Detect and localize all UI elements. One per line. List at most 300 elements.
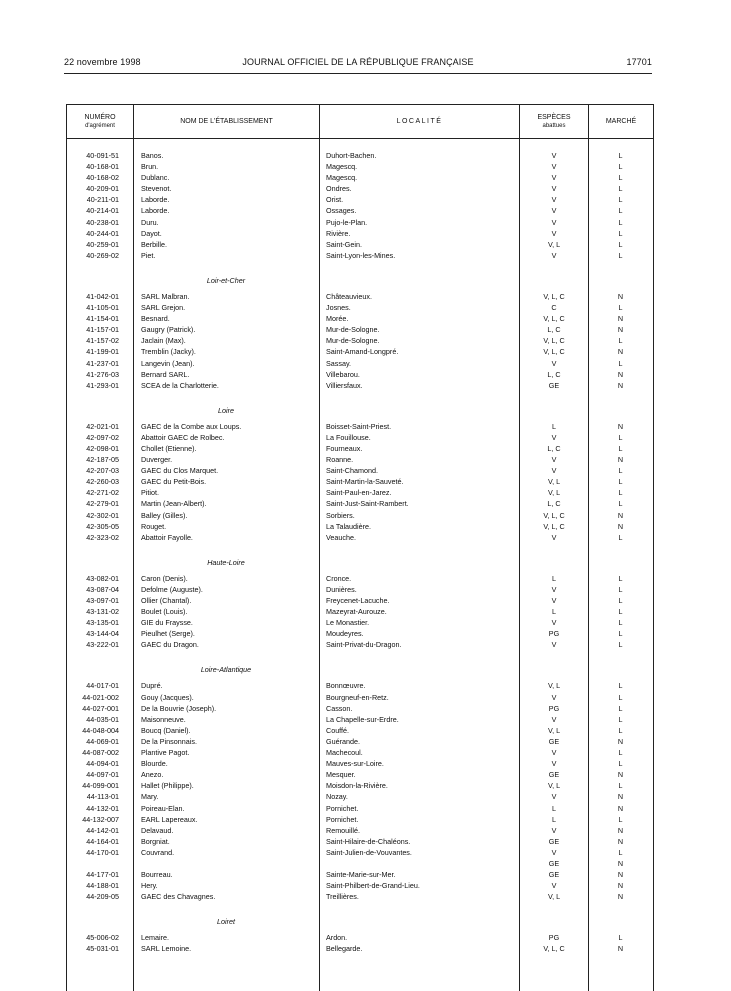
agrement-number: 44-097-01 (86, 770, 119, 780)
species: V (551, 748, 557, 758)
market: L (618, 336, 623, 346)
market: N (617, 792, 624, 802)
agrement-number: 40-168-01 (86, 162, 119, 172)
species: GE (548, 870, 560, 880)
market: L (618, 466, 623, 476)
header-marche-label: MARCHÉ (605, 117, 637, 125)
establishment-name: Hery. (141, 881, 158, 891)
agrement-number: 44-027-001 (82, 703, 119, 713)
agrement-number: 43-222-01 (86, 640, 119, 650)
species: V, L (547, 239, 561, 249)
establishment-name: Dublanc. (141, 173, 170, 183)
establishment-name: Dupré. (141, 681, 163, 691)
establishment-name: SCEA de la Charlotterie. (141, 380, 219, 390)
agrement-number: 44-021-002 (82, 692, 119, 702)
table-row (67, 250, 653, 261)
agrement-number: 43-135-01 (86, 618, 119, 628)
table-row (67, 595, 653, 606)
locality: Pornichet. (326, 803, 359, 813)
agrement-number: 40-211-01 (86, 195, 119, 205)
header-date: 22 novembre 1998 (64, 57, 141, 67)
agrement-number: 42-021-01 (86, 421, 119, 431)
market: N (617, 870, 624, 880)
establishment-name: SARL Malbran. (141, 291, 190, 301)
establishment-name: GAEC du Dragon. (141, 640, 199, 650)
locality: Magescq. (326, 173, 358, 183)
species: PG (548, 933, 560, 943)
section-spacer (67, 543, 653, 552)
species: L, C (547, 443, 561, 453)
establishment-name: Berbille. (141, 239, 167, 249)
establishment-name: EARL Lapereaux. (141, 814, 198, 824)
agrement-number: 45-006-02 (86, 933, 119, 943)
table-row (67, 639, 653, 650)
species: L (552, 421, 556, 431)
agrement-number: 40-214-01 (86, 206, 119, 216)
establishment-name: GAEC des Chavagnes. (141, 892, 216, 902)
market: L (618, 748, 623, 758)
table-row (67, 869, 653, 880)
agrement-number: 40-259-01 (86, 239, 119, 249)
table-row (67, 510, 653, 521)
section-spacer (67, 391, 653, 400)
agrement-number: 44-142-01 (86, 825, 119, 835)
table-row (67, 880, 653, 891)
species: PG (548, 703, 560, 713)
agrement-number: 42-279-01 (86, 499, 119, 509)
agrement-number: 42-323-02 (86, 532, 119, 542)
table-row (67, 291, 653, 302)
locality: Bellegarde. (326, 944, 363, 954)
table-row (67, 498, 653, 509)
establishment-name: Boucq (Daniel). (141, 725, 191, 735)
table-row (67, 617, 653, 628)
market: L (618, 759, 623, 769)
species: V, L (547, 488, 561, 498)
agrement-number: 42-305-05 (86, 521, 119, 531)
establishment-name: Jaclain (Max). (141, 336, 186, 346)
locality: Saint-Just-Saint-Rambert. (326, 499, 409, 509)
agrement-number: 41-154-01 (86, 314, 119, 324)
table-row (67, 454, 653, 465)
agrement-number: 43-144-04 (86, 629, 119, 639)
table-row (67, 532, 653, 543)
establishment-name: GAEC du Clos Marquet. (141, 466, 219, 476)
market: N (617, 314, 624, 324)
establishment-name: Brun. (141, 162, 159, 172)
species: V (551, 881, 557, 891)
agrement-number: 44-113-01 (86, 792, 119, 802)
market: N (617, 380, 624, 390)
locality: Pujo-le-Plan. (326, 217, 368, 227)
agrement-number: 41-237-01 (86, 358, 119, 368)
table-row (67, 150, 653, 161)
table-row (67, 172, 653, 183)
establishment-name: Langevin (Jean). (141, 358, 195, 368)
market: L (618, 206, 623, 216)
locality: Ondres. (326, 184, 352, 194)
market: N (617, 510, 624, 520)
section-heading (67, 400, 653, 421)
header-marche (589, 105, 653, 138)
establishment-name: Plantive Pagot. (141, 748, 190, 758)
agrement-number: 42-207-03 (86, 466, 119, 476)
market: L (618, 499, 623, 509)
market: N (617, 944, 624, 954)
establishment-name: Ollier (Chantal). (141, 596, 192, 605)
locality: Saint-Privat-du-Dragon. (326, 640, 402, 650)
market: L (618, 640, 623, 650)
market: N (617, 369, 624, 379)
locality: La Fouillouse. (326, 432, 371, 442)
table-row (67, 324, 653, 335)
journal-title: JOURNAL OFFICIEL DE LA RÉPUBLIQUE FRANÇAISE (242, 57, 474, 67)
establishments-table (66, 104, 654, 991)
agrement-number: 43-097-01 (86, 596, 119, 605)
section-title: Loire (218, 405, 234, 415)
species: C (551, 303, 557, 313)
market: L (618, 173, 623, 183)
species: L (552, 573, 556, 583)
market: L (618, 443, 623, 453)
agrement-number: 44-035-01 (86, 714, 119, 724)
establishment-name: Maisonneuve. (141, 714, 186, 724)
species: V, L (547, 681, 561, 691)
species: V (551, 228, 557, 238)
agrement-number: 44-048-004 (82, 725, 119, 735)
locality: Saint-Martin-la-Sauveté. (326, 477, 404, 487)
locality: Sorbiers. (326, 510, 355, 520)
species: V, L (547, 725, 561, 735)
agrement-number: 44-017-01 (86, 681, 119, 691)
species: V (551, 532, 557, 542)
table-row (67, 346, 653, 357)
species: GE (548, 836, 560, 846)
market: L (618, 432, 623, 442)
market: L (618, 584, 623, 594)
species: V (551, 618, 557, 628)
table-row (67, 780, 653, 791)
market: L (618, 488, 623, 498)
table-row (67, 205, 653, 216)
agrement-number: 44-177-01 (86, 870, 119, 880)
market: N (617, 736, 624, 746)
locality: Freycenet-Lacuche. (326, 596, 390, 605)
establishment-name: Pitiot. (141, 488, 159, 498)
table-row (67, 858, 653, 869)
section-title: Loir-et-Cher (206, 275, 246, 285)
agrement-number: 44-087-002 (82, 748, 119, 758)
header-numero-sub: d'agrément (85, 122, 115, 129)
species: V, L, C (543, 521, 565, 531)
market: L (618, 358, 623, 368)
locality: Sainte-Marie-sur-Mer. (326, 870, 396, 880)
table-row (67, 217, 653, 228)
establishment-name: Abattoir Fayolle. (141, 532, 193, 542)
header-numero (67, 105, 133, 138)
species: V (551, 217, 557, 227)
agrement-number: 43-131-02 (86, 607, 119, 617)
locality: Machecoul. (326, 748, 363, 758)
locality: La Chapelle-sur-Erdre. (326, 714, 399, 724)
table-row (67, 487, 653, 498)
species: V (551, 195, 557, 205)
species: V, L (547, 781, 561, 791)
market: N (617, 803, 624, 813)
locality: Mesquer. (326, 770, 356, 780)
market: N (617, 325, 624, 335)
agrement-number: 44-094-01 (86, 759, 119, 769)
table-row (67, 465, 653, 476)
locality: Mur-de-Sologne. (326, 336, 380, 346)
table-row (67, 183, 653, 194)
locality: Bonnœuvre. (326, 681, 366, 691)
species: V (551, 792, 557, 802)
market: L (618, 692, 623, 702)
agrement-number: 40-091-51 (86, 151, 119, 160)
market: L (618, 217, 623, 227)
establishment-name: Bernard SARL. (141, 369, 190, 379)
market: L (618, 573, 623, 583)
market: L (618, 847, 623, 857)
species: V (551, 466, 557, 476)
market: N (617, 881, 624, 891)
header-rule (64, 73, 652, 74)
locality: Saint-Philbert-de-Grand-Lieu. (326, 881, 420, 891)
table-row (67, 803, 653, 814)
locality: Josnes. (326, 303, 351, 313)
table-row (67, 836, 653, 847)
table-row (67, 825, 653, 836)
species: V, L (547, 477, 561, 487)
market: L (618, 607, 623, 617)
locality: Mauves-sur-Loire. (326, 759, 384, 769)
header-especes-label: ESPÈCES (537, 113, 571, 121)
establishment-name: Duru. (141, 217, 159, 227)
establishment-name: SARL Grejon. (141, 303, 186, 313)
section-title: Haute-Loire (207, 557, 245, 567)
agrement-number: 41-105-01 (86, 303, 119, 313)
market: L (618, 781, 623, 791)
header-especes-sub: abattues (542, 122, 566, 129)
agrement-number: 44-188-01 (86, 881, 119, 891)
establishment-name: Laborde. (141, 195, 170, 205)
establishment-name: Banos. (141, 151, 164, 160)
section-spacer (67, 650, 653, 659)
table-row (67, 443, 653, 454)
locality: Bourgneuf-en-Retz. (326, 692, 389, 702)
agrement-number: 41-157-01 (86, 325, 119, 335)
species: L (552, 803, 556, 813)
table-row (67, 703, 653, 714)
locality: Pornichet. (326, 814, 359, 824)
establishment-name: Dayot. (141, 228, 162, 238)
agrement-number: 44-164-01 (86, 836, 119, 846)
establishment-name: Caron (Denis). (141, 573, 188, 583)
section-heading (67, 552, 653, 573)
locality: Boisset-Saint-Priest. (326, 421, 392, 431)
establishment-name: Delavaud. (141, 825, 174, 835)
table-row (67, 313, 653, 324)
table-row (67, 680, 653, 691)
establishment-name: Blourde. (141, 759, 168, 769)
section-heading (67, 911, 653, 932)
agrement-number: 40-244-01 (86, 228, 119, 238)
locality: Morée. (326, 314, 349, 324)
locality: Saint-Amand-Longpré. (326, 347, 399, 357)
table-row (67, 736, 653, 747)
header-localite (320, 105, 519, 138)
establishment-name: Tremblin (Jacky). (141, 347, 196, 357)
species: V (551, 162, 557, 172)
establishment-name: Stevenot. (141, 184, 172, 194)
table-row (67, 380, 653, 391)
locality: Guérande. (326, 736, 360, 746)
header-especes (520, 105, 588, 138)
table-row (67, 814, 653, 825)
establishment-name: Gaugry (Patrick). (141, 325, 196, 335)
establishment-name: De la Pinsonnais. (141, 736, 197, 746)
table-row (67, 628, 653, 639)
market: L (618, 725, 623, 735)
table-row (67, 584, 653, 595)
species: L, C (547, 325, 561, 335)
agrement-number: 42-302-01 (86, 510, 119, 520)
species: V (551, 151, 557, 160)
species: V (551, 640, 557, 650)
table-row (67, 714, 653, 725)
species: L, C (547, 499, 561, 509)
establishment-name: Balley (Gilles). (141, 510, 188, 520)
market: N (617, 858, 624, 868)
species: V (551, 596, 557, 605)
species: V, L, C (543, 291, 565, 301)
species: V (551, 358, 557, 368)
table-row (67, 692, 653, 703)
agrement-number: 43-082-01 (86, 573, 119, 583)
agrement-number: 41-276-03 (86, 369, 119, 379)
species: L, C (547, 369, 561, 379)
agrement-number: 41-042-01 (86, 291, 119, 301)
locality: Roanne. (326, 455, 354, 465)
establishment-name: Abattoir GAEC de Rolbec. (141, 432, 225, 442)
locality: Magescq. (326, 162, 358, 172)
table-row (67, 943, 653, 954)
market: L (618, 151, 623, 160)
species: V (551, 584, 557, 594)
agrement-number: 41-199-01 (86, 347, 119, 357)
market: N (617, 892, 624, 902)
section-title: Loiret (217, 917, 235, 927)
header-numero-label: NUMÉRO (84, 113, 116, 121)
market: N (617, 347, 624, 357)
market: L (618, 596, 623, 605)
market: L (618, 250, 623, 260)
locality: Saint-Paul-en-Jarez. (326, 488, 392, 498)
agrement-number: 42-098-01 (86, 443, 119, 453)
species: V (551, 206, 557, 216)
species: V, L, C (543, 510, 565, 520)
market: L (618, 814, 623, 824)
agrement-number: 43-087-04 (86, 584, 119, 594)
market: N (617, 291, 624, 301)
agrement-number: 40-269-02 (86, 250, 119, 260)
establishment-name: Defolme (Auguste). (141, 584, 203, 594)
species: V (551, 825, 557, 835)
species: V (551, 184, 557, 194)
market: L (618, 714, 623, 724)
establishment-name: GAEC de la Combe aux Loups. (141, 421, 242, 431)
locality: Saint-Chamond. (326, 466, 378, 476)
agrement-number: 42-097-02 (86, 432, 119, 442)
establishment-name: Laborde. (141, 206, 170, 216)
section-heading (67, 659, 653, 680)
establishment-name: Lemaire. (141, 933, 169, 943)
establishment-name: Martin (Jean-Albert). (141, 499, 207, 509)
locality: Sassay. (326, 358, 352, 368)
locality: Le Monastier. (326, 618, 370, 628)
market: L (618, 195, 623, 205)
establishment-name: De la Bouvrie (Joseph). (141, 703, 217, 713)
species: V (551, 432, 557, 442)
table-row (67, 476, 653, 487)
locality: Ossages. (326, 206, 357, 216)
market: L (618, 239, 623, 249)
market: L (618, 933, 623, 943)
table-row (67, 521, 653, 532)
locality: Couffé. (326, 725, 350, 735)
table-row (67, 421, 653, 432)
table-row (67, 194, 653, 205)
locality: Cronce. (326, 573, 352, 583)
agrement-number: 44-099-001 (82, 781, 119, 791)
species: V (551, 250, 557, 260)
table-row (67, 335, 653, 346)
locality: Duhort-Bachen. (326, 151, 377, 160)
locality: Saint-Julien-de-Vouvantes. (326, 847, 412, 857)
market: L (618, 629, 623, 639)
species: V, L (547, 892, 561, 902)
establishment-name: Boulet (Louis). (141, 607, 188, 617)
table-row (67, 725, 653, 736)
table-row (67, 791, 653, 802)
locality: Orist. (326, 195, 344, 205)
locality: Mazeyrat-Aurouze. (326, 607, 387, 617)
establishment-name: GAEC du Petit-Bois. (141, 477, 207, 487)
establishment-name: Gouy (Jacques). (141, 692, 194, 702)
table-body (67, 150, 653, 955)
market: N (617, 825, 624, 835)
market: N (617, 770, 624, 780)
species: GE (548, 770, 560, 780)
species: GE (548, 380, 560, 390)
table-row (67, 932, 653, 943)
locality: Ardon. (326, 933, 348, 943)
market: N (617, 455, 624, 465)
table-row (67, 573, 653, 584)
species: L (552, 814, 556, 824)
agrement-number: 44-132-007 (82, 814, 119, 824)
species: V, L, C (543, 944, 565, 954)
market: L (618, 477, 623, 487)
establishment-name: Borgniat. (141, 836, 170, 846)
table-row (67, 891, 653, 902)
species: V, L, C (543, 347, 565, 357)
header-nom (134, 105, 319, 138)
establishment-name: Pieulhet (Serge). (141, 629, 195, 639)
locality: Saint-Hilaire-de-Chaléons. (326, 836, 411, 846)
establishment-name: Chollet (Etienne). (141, 443, 197, 453)
